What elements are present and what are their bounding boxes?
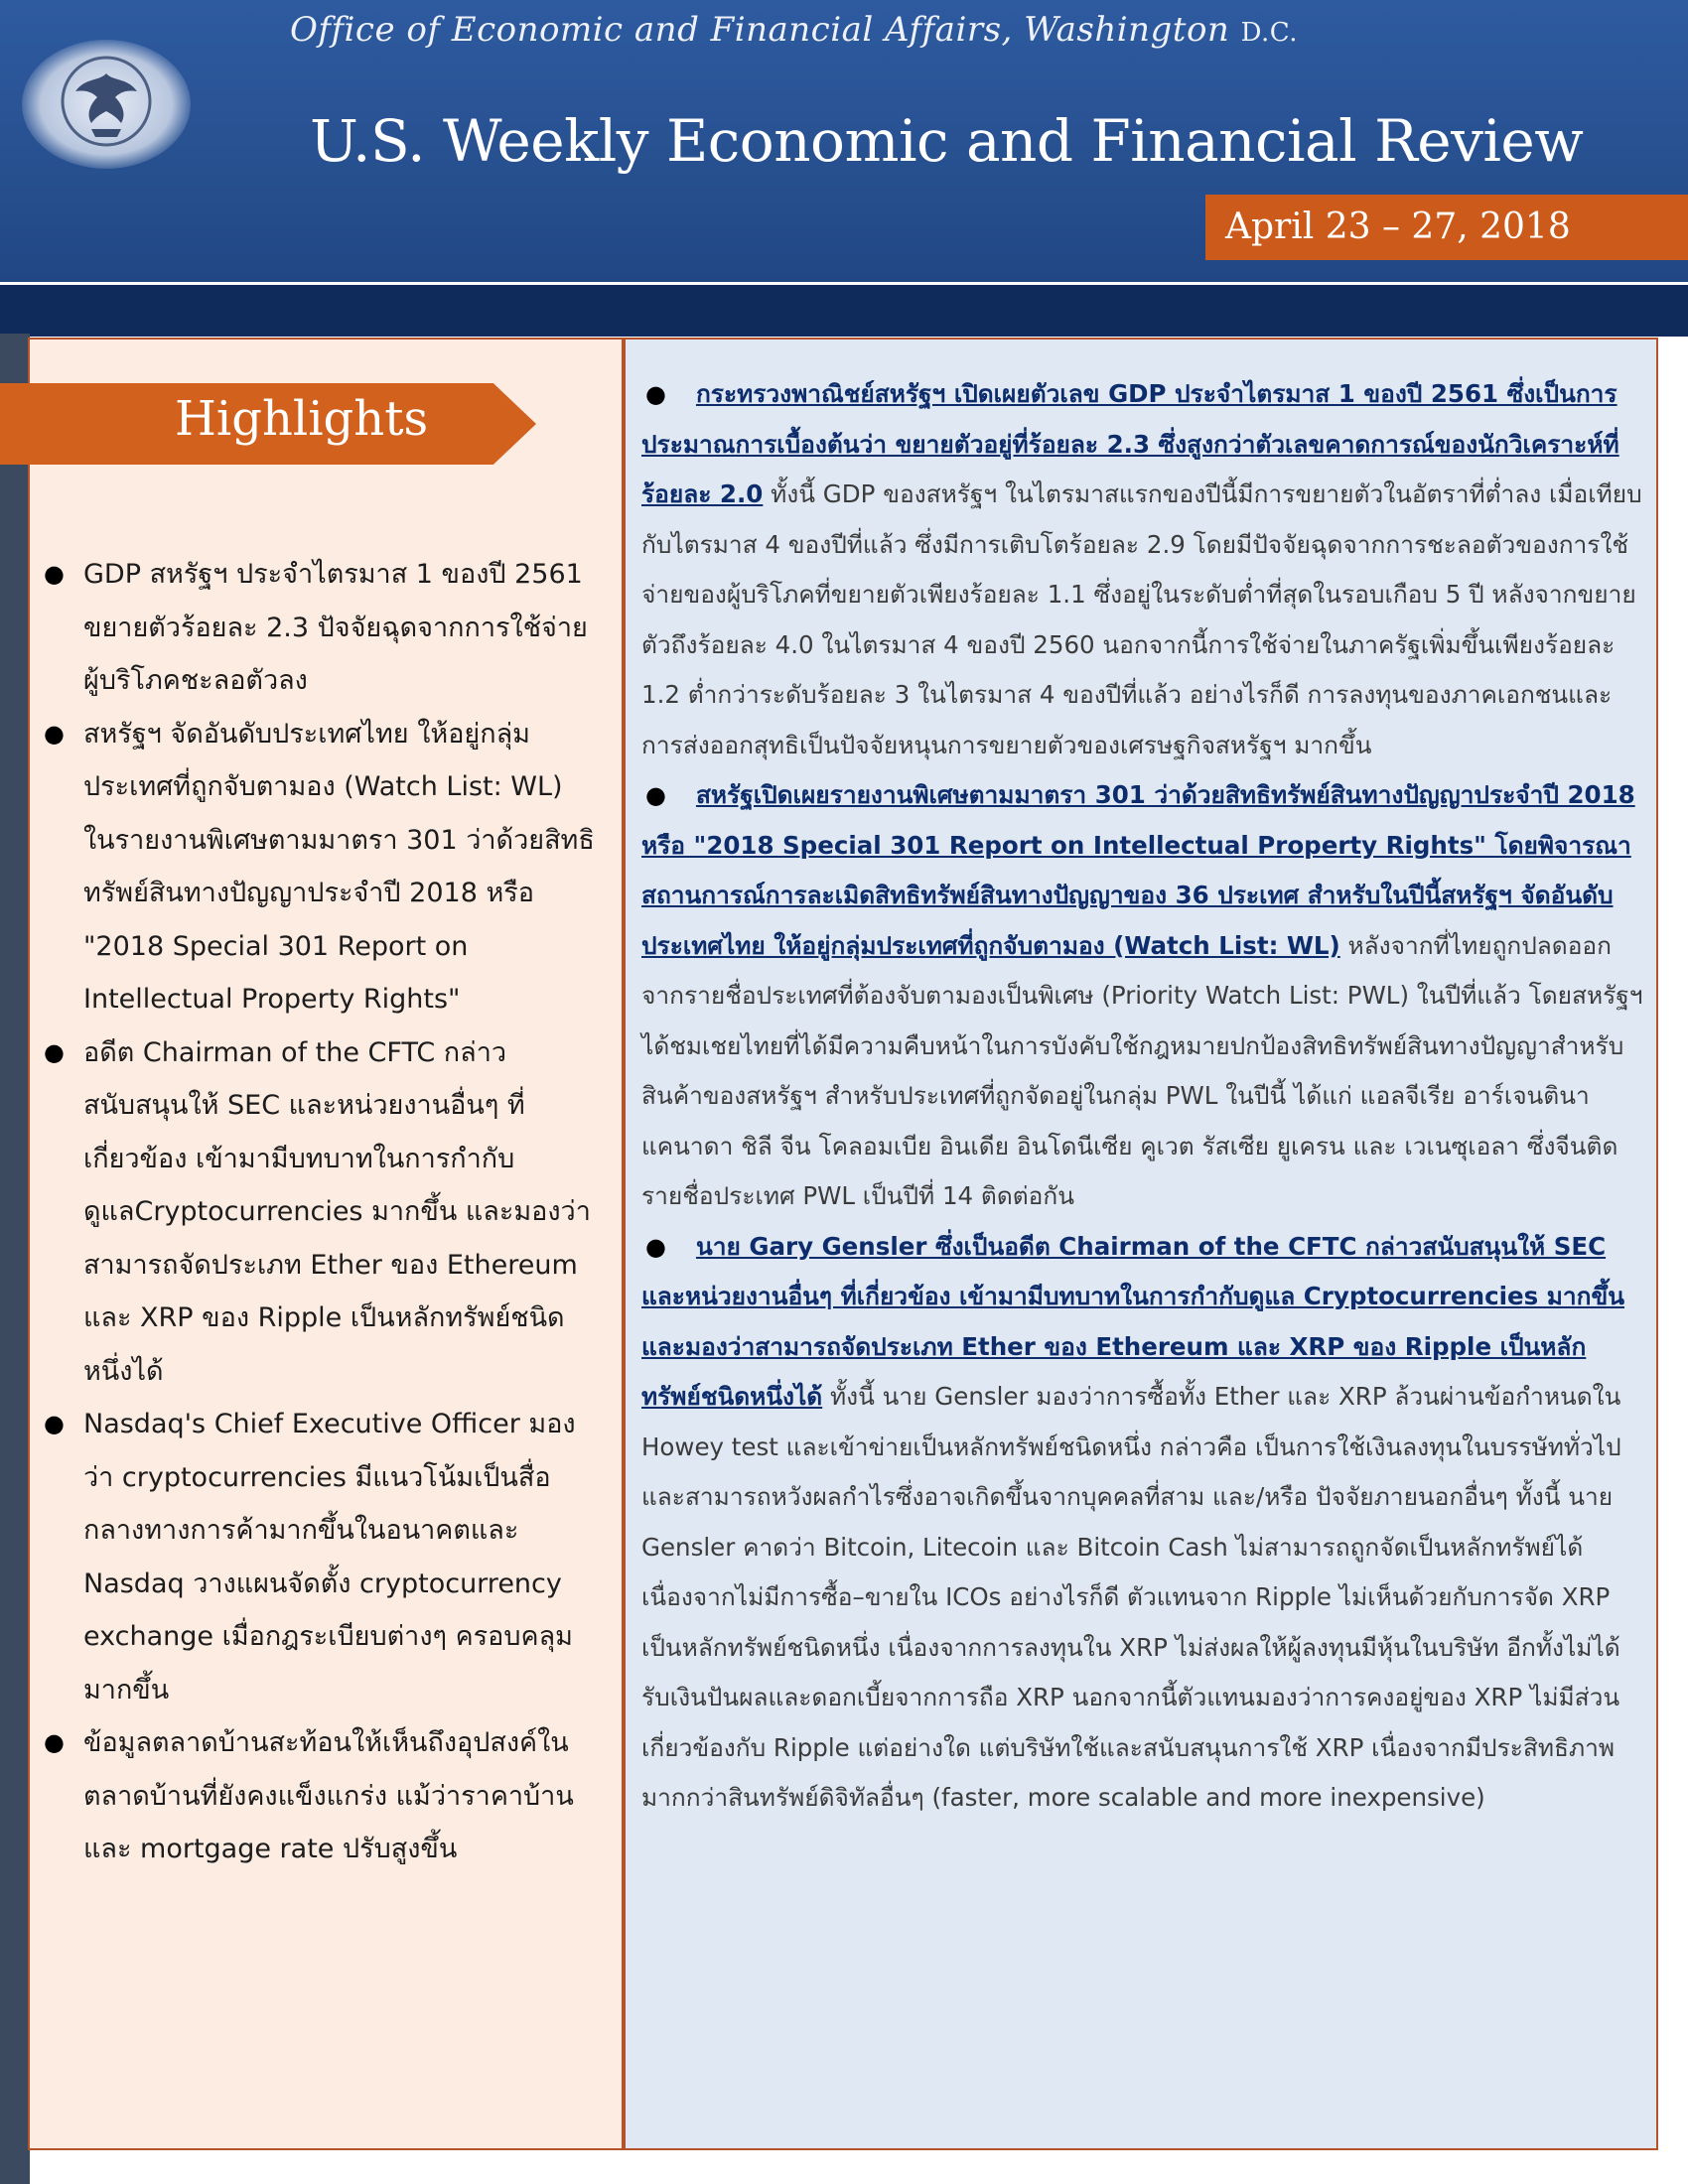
highlight-item: ● Nasdaq's Chief Executive Officer มองว่า cryptocurrencies มีแนวโน้มเป็นสื่อกลางทางการค้ามากขึ้นในอนาคตและ Nasdaq วางแผนจัดตั้ง cryptocurrency exchange เมื่อกฎระเบียบต่างๆ ครอบคลุมมากขึ้น <box>42 1398 598 1716</box>
eagle-seal-icon <box>52 52 161 151</box>
side-strip <box>0 334 30 2184</box>
highlights-heading: Highlights <box>175 391 429 447</box>
highlight-item: ● GDP สหรัฐฯ ประจำไตรมาส 1 ของปี 2561 ขยายตัวร้อยละ 2.3 ปัจจัยฉุดจากการใช้จ่ายผู้บริโภคชะลอตัวลง <box>42 548 598 708</box>
news-lead: กระทรวงพาณิชย์สหรัฐฯ เปิดเผยตัวเลข GDP ประจำไตรมาส 1 ของปี 2561 ซึ่งเป็นการประมาณการเบื้องต้นว่า ขยายตัวอยู่ที่ร้อยละ 2.3 ซึ่งสูงกว่าตัวเลขคาดการณ์ของนักวิเคราะห์ที่ร้อยละ 2.0 <box>641 379 1619 508</box>
news-list <box>641 369 1644 1824</box>
report-header <box>0 0 1688 282</box>
news-body: หลังจากที่ไทยถูกปลดออกจากรายชื่อประเทศที่ต้องจับตามองเป็นพิเศษ (Priority Watch List: PWL) ในปีที่แล้ว โดยสหรัฐฯ ได้ชมเชยไทยที่ได้มีความคืบหน้าในการบังคับใช้กฎหมายปกป้องสิทธิทรัพย์สินทางปัญญาสำหรับสินค้าของสหรัฐฯ สำหรับประเทศที่ถูกจัดอยู่ในกลุ่ม PWL ในปีนี้ ได้แก่ แอลจีเรีย อาร์เจนตินา แคนาดา ชิลี จีน โคลอมเบีย อินเดีย อินโดนีเซีย คูเวต รัสเซีย ยูเครน และ เวเนซุเอลา ซึ่งจีนติดรายชื่อประเทศ PWL เป็นปีที่ 14 ติดต่อกัน <box>641 930 1643 1210</box>
date-badge: April 23 – 27, 2018 <box>1205 195 1688 260</box>
page-title: U.S. Weekly Economic and Financial Review <box>310 107 1584 175</box>
news-item <box>641 1222 1644 1824</box>
news-item <box>641 369 1644 770</box>
header-band <box>0 282 1688 337</box>
highlights-list <box>42 548 598 1876</box>
bullet-icon: ● <box>645 380 666 408</box>
office-dc: D.C. <box>1240 18 1299 48</box>
bullet-icon: ● <box>645 1232 666 1261</box>
news-body: ทั้งนี้ นาย Gensler มองว่าการซื้อทั้ง Ether และ XRP ล้วนผ่านข้อกำหนดใน Howey test และเข้าข่ายเป็นหลักทรัพย์ชนิดหนึ่ง กล่าวคือ เป็นการใช้เงินลงทุนในบรรษัททั่วไปและสามารถหวังผลกำไรซึ่งอาจเกิดขึ้นจากบุคคลที่สาม และ/หรือ ปัจจัยภายนอกอื่นๆ ทั้งนี้ นาย Gensler คาดว่า Bitcoin, Litecoin และ Bitcoin Cash ไม่สามารถถูกจัดเป็นหลักทรัพย์ได้เนื่องจากไม่มีการซื้อ–ขายใน ICOs อย่างไรก็ดี ตัวแทนจาก Ripple ไม่เห็นด้วยกับการจัด XRP เป็นหลักทรัพย์ชนิดหนึ่ง เนื่องจากการลงทุนใน XRP ไม่ส่งผลให้ผู้ลงทุนมีหุ้นในบริษัท อีกทั้งไม่ได้รับเงินปันผลและดอกเบี้ยจากการถือ XRP นอกจากนี้ตัวแทนมองว่าการคงอยู่ของ XRP ไม่มีส่วนเกี่ยวข้องกับ Ripple แต่อย่างใด แต่บริษัทใช้และสนับสนุนการใช้ XRP เนื่องจากมีประสิทธิภาพมากกว่าสินทรัพย์ดิจิทัลอื่นๆ (faster, more scalable and more inexpensive) <box>641 1382 1621 1812</box>
news-item <box>641 770 1644 1222</box>
seal-emblem <box>22 40 191 169</box>
bullet-icon: ● <box>645 781 666 809</box>
highlight-item: ● อดีต Chairman of the CFTC กล่าวสนับสนุนให้ SEC และหน่วยงานอื่นๆ ที่เกี่ยวข้อง เข้ามามีบทบาทในการกำกับดูแลCryptocurrencies มากขึ้น และมองว่าสามารถจัดประเภท Ether ของ Ethereum และ XRP ของ Ripple เป็นหลักทรัพย์ชนิดหนึ่งได้ <box>42 1026 598 1399</box>
news-lead: สหรัฐเปิดเผยรายงานพิเศษตามมาตรา 301 ว่าด้วยสิทธิทรัพย์สินทางปัญญาประจำปี 2018 หรือ "2018 Special 301 Report on Intellectual Property Rights" โดยพิจารณาสถานการณ์การละเมิดสิทธิทรัพย์สินทางปัญญาของ 36 ประเทศ สำหรับในปีนี้สหรัฐฯ จัดอันดับประเทศไทย ให้อยู่กลุ่มประเทศที่ถูกจับตามอง (Watch List: WL) <box>641 780 1635 960</box>
news-lead: นาย Gary Gensler ซึ่งเป็นอดีต Chairman of the CFTC กล่าวสนับสนุนให้ SEC และหน่วยงานอื่นๆ ที่เกี่ยวข้อง เข้ามามีบทบาทในการกำกับดูแล Cryptocurrencies มากขึ้น และมองว่าสามารถจัดประเภท Ether ของ Ethereum และ XRP ของ Ripple เป็นหลักทรัพย์ชนิดหนึ่งได้ <box>641 1231 1624 1411</box>
news-body: ทั้งนี้ GDP ของสหรัฐฯ ในไตรมาสแรกของปีนี้มีการขยายตัวในอัตราที่ต่ำลง เมื่อเทียบกับไตรมาส 4 ของปีที่แล้ว ซึ่งมีการเติบโตร้อยละ 2.9 โดยมีปัจจัยฉุดจากการชะลอตัวของการใช้จ่ายของผู้บริโภคที่ขยายตัวเพียงร้อยละ 1.1 ซึ่งอยู่ในระดับต่ำที่สุดในรอบเกือบ 5 ปี หลังจากขยายตัวถึงร้อยละ 4.0 ในไตรมาส 4 ของปี 2560 นอกจากนี้การใช้จ่ายในภาครัฐเพิ่มขึ้นเพียงร้อยละ 1.2 ต่ำกว่าระดับร้อยละ 3 ในไตรมาส 4 ของปีที่แล้ว อย่างไรก็ดี การลงทุนของภาคเอกชนและการส่งออกสุทธิเป็นปัจจัยหนุนการขยายตัวของเศรษฐกิจสหรัฐฯ มากขึ้น <box>641 479 1642 759</box>
highlight-item: ● สหรัฐฯ จัดอันดับประเทศไทย ให้อยู่กลุ่มประเทศที่ถูกจับตามอง (Watch List: WL) ในรายงานพิเศษตามมาตรา 301 ว่าด้วยสิทธิทรัพย์สินทางปัญญาประจำปี 2018 หรือ "2018 Special 301 Report on Intellectual Property Rights" <box>42 708 598 1026</box>
office-name-text: Office of Economic and Financial Affairs, Washington <box>290 10 1230 50</box>
office-name <box>290 10 1298 50</box>
highlight-item: ● ข้อมูลตลาดบ้านสะท้อนให้เห็นถึงอุปสงค์ในตลาดบ้านที่ยังคงแข็งแกร่ง แม้ว่าราคาบ้านและ mortgage rate ปรับสูงขึ้น <box>42 1716 598 1876</box>
